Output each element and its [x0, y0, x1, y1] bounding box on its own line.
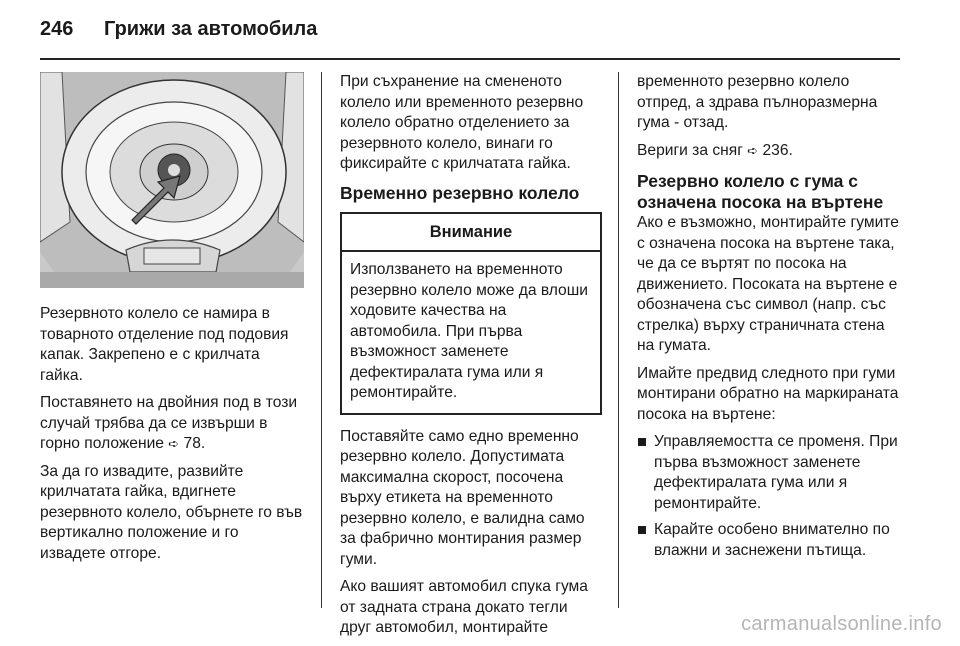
- paragraph-text: Поставянето на двойния под в този случай трябва да се извърши в горно положение: [40, 394, 298, 452]
- paragraph: временното резервно колело отпред, а здрава пълноразмерна гума - отзад.: [637, 73, 878, 131]
- paragraph-with-ref: [637, 141, 903, 162]
- section-heading: Временно резервно колело: [340, 182, 580, 203]
- warning-title: Внимание: [342, 214, 600, 253]
- list-item: [637, 520, 903, 561]
- square-bullet-icon: [638, 438, 646, 446]
- page-ref-arrow-icon: ➪: [747, 142, 759, 158]
- page-ref-link[interactable]: 236.: [758, 141, 793, 159]
- page-ref-arrow-icon: ➪: [168, 436, 180, 451]
- paragraph: Резервното колело се намира в товарното отделение под подовия капак. Закрепено е с крилчата гайка.: [40, 305, 289, 384]
- column-3: [637, 72, 903, 567]
- paragraph: Ако е възможно, монтирайте гумите с означена посока на въртене така, че да се въртят по посока на движението. Посоката на въртене е обозначена със символ (напр. със стрелка) върху страничната стена на гумата.: [637, 214, 899, 354]
- paragraph-with-ref: [40, 393, 304, 455]
- watermark: carmanualsonline.info: [741, 613, 942, 635]
- spare-wheel-illustration: [40, 72, 304, 288]
- column-1: [40, 72, 304, 571]
- paragraph-text: Вериги за сняг: [637, 141, 743, 159]
- paragraph: Ако вашият автомобил спука гума от задната страна докато тегли друг автомобил, монтирайте: [340, 578, 588, 636]
- paragraph: За да го извадите, развийте крилчатата гайка, вдигнете резервното колело, обърнете го във вертикално положение и го извадете отгоре.: [40, 462, 303, 562]
- square-bullet-icon: [638, 526, 646, 534]
- bullet-list: [637, 432, 903, 561]
- page-title: Грижи за автомобила: [104, 18, 318, 40]
- column-divider-2: [618, 72, 619, 608]
- page-ref-link[interactable]: 78.: [179, 435, 206, 452]
- page-header: [40, 18, 317, 41]
- header-rule: [40, 58, 900, 60]
- list-item-text: Карайте особено внимателно по влажни и заснежени пътища.: [654, 521, 890, 559]
- paragraph: Имайте предвид следното при гуми монтирани обратно на маркираната посока на въртене:: [637, 364, 899, 423]
- paragraph: При съхранение на смененото колело или временното резервно колело обратно отделението за резервното колело, винаги го фиксирайте с крилчатата гайка.: [340, 73, 584, 172]
- column-2: [340, 72, 602, 646]
- page-number: 246: [40, 18, 74, 40]
- warning-box: [340, 212, 602, 415]
- list-item: [637, 432, 903, 514]
- column-divider-1: [321, 72, 322, 608]
- warning-text: Използването на временното резервно колело може да влоши ходовите качества на автомобила. При първа възможност заменете дефектиралата гума или я ремонтирайте.: [350, 261, 588, 401]
- paragraph: Поставяйте само едно временно резервно колело. Допустимата максимална скорост, посочена върху етикета на временното резервно колело, е валидна само за фабрично монтирания размер гуми.: [340, 427, 585, 568]
- list-item-text: Управляемостта се променя. При първа възможност заменете дефектиралата гума или я ремонтирайте.: [654, 433, 898, 512]
- section-heading: Резервно колело с гума с означена посока на въртене: [637, 171, 884, 212]
